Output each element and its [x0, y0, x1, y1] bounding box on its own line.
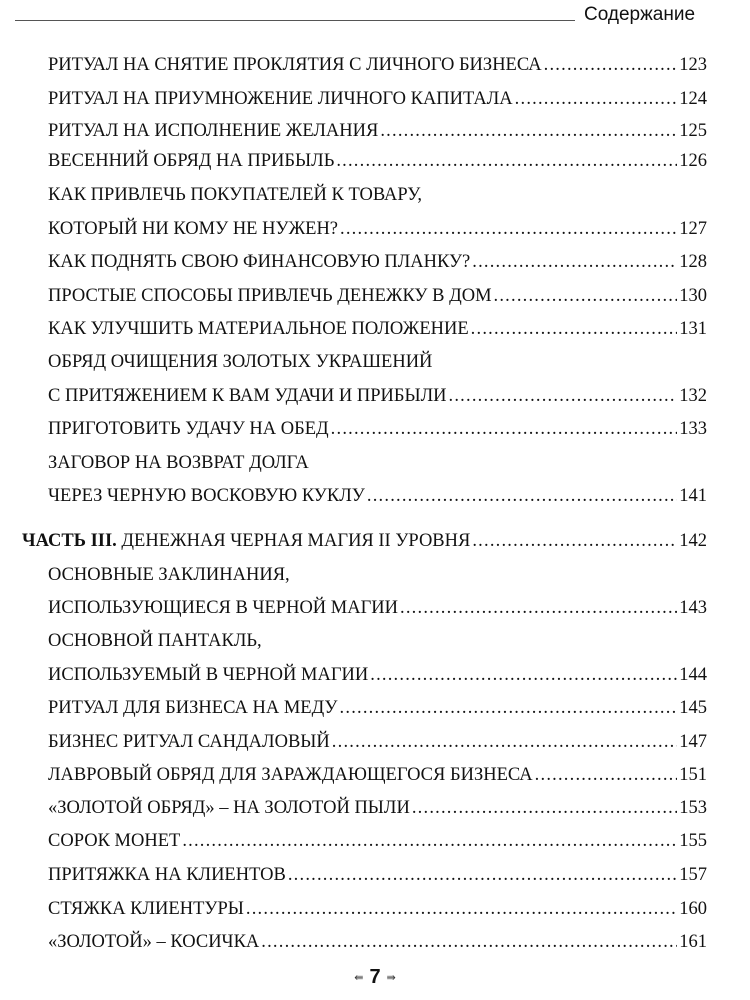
running-header-title: Содержание — [584, 4, 696, 25]
toc-entry-title: ИСПОЛЬЗУЕМЫЙ В ЧЕРНОЙ МАГИИ — [48, 665, 369, 685]
toc-entry-title: ПРИГОТОВИТЬ УДАЧУ НА ОБЕД — [48, 419, 329, 439]
toc-page-number: 143 — [679, 598, 707, 618]
toc-entry-title: «ЗОЛОТОЙ» – КОСИЧКА — [48, 932, 260, 952]
toc-page-number: 133 — [679, 419, 707, 439]
toc-entry-title: БИЗНЕС РИТУАЛ САНДАЛОВЫЙ — [48, 732, 330, 752]
toc-page-number: 147 — [679, 732, 707, 752]
toc-part-heading — [22, 526, 707, 556]
toc-entry-title: РИТУАЛ НА ПРИУМНОЖЕНИЕ ЛИЧНОГО КАПИТАЛА — [48, 89, 513, 109]
page-number: 7 — [369, 966, 381, 988]
toc-entry — [48, 660, 707, 690]
toc-entry-title: СОРОК МОНЕТ — [48, 831, 181, 851]
dot-leader — [336, 146, 677, 176]
dot-leader — [515, 84, 678, 114]
toc-page-number: 161 — [679, 932, 707, 952]
dot-leader — [370, 660, 677, 690]
dot-leader — [246, 894, 677, 924]
toc-entry-title: СТЯЖКА КЛИЕНТУРЫ — [48, 899, 244, 919]
toc-page-number: 123 — [679, 55, 707, 75]
toc-entry-title: ВЕСЕННИЙ ОБРЯД НА ПРИБЫЛЬ — [48, 151, 335, 171]
toc-entry — [48, 448, 707, 478]
toc-entry — [48, 247, 707, 277]
toc-entry — [48, 894, 707, 924]
dot-leader — [472, 247, 677, 277]
ornament-left-icon: ⇚ — [354, 972, 364, 985]
toc-page-number: 125 — [679, 121, 707, 141]
toc-page-number: 131 — [679, 319, 707, 339]
toc-page-number: 160 — [679, 899, 707, 919]
toc-entry — [48, 314, 707, 344]
dot-leader — [340, 214, 677, 244]
dot-leader — [535, 760, 678, 790]
toc-entry-title: ПРИТЯЖКА НА КЛИЕНТОВ — [48, 865, 286, 885]
dot-leader — [380, 116, 677, 146]
toc-entry — [48, 826, 707, 856]
dot-leader — [367, 481, 677, 511]
toc-entry-title: КАК ПРИВЛЕЧЬ ПОКУПАТЕЛЕЙ К ТОВАРУ, — [48, 185, 422, 205]
toc-entry — [48, 760, 707, 790]
part-label: ЧАСТЬ III. — [22, 531, 117, 551]
toc-entry — [48, 693, 707, 723]
toc-entry-title: ПРОСТЫЕ СПОСОБЫ ПРИВЛЕЧЬ ДЕНЕЖКУ В ДОМ — [48, 286, 492, 306]
toc-page-number: 144 — [679, 665, 707, 685]
toc-entry — [48, 146, 707, 176]
toc-entry-title: ЗАГОВОР НА ВОЗВРАТ ДОЛГА — [48, 453, 309, 473]
toc-page-number: 124 — [679, 89, 707, 109]
toc-entry — [48, 414, 707, 444]
toc-entry-title: ЧЕРЕЗ ЧЕРНУЮ ВОСКОВУЮ КУКЛУ — [48, 486, 365, 506]
dot-leader — [472, 526, 677, 556]
toc-page-number: 127 — [679, 219, 707, 239]
toc-entry-title: РИТУАЛ ДЛЯ БИЗНЕСА НА МЕДУ — [48, 698, 338, 718]
toc-entry — [48, 481, 707, 511]
toc-entry — [48, 381, 707, 411]
dot-leader — [544, 50, 678, 80]
part-title: ДЕНЕЖНАЯ ЧЕРНАЯ МАГИЯ II УРОВНЯ — [116, 531, 471, 551]
page-footer — [0, 966, 750, 989]
dot-leader — [494, 281, 678, 311]
dot-leader — [331, 414, 678, 444]
toc-page-number: 141 — [679, 486, 707, 506]
toc-entry — [48, 50, 707, 80]
toc-entry-title: РИТУАЛ НА СНЯТИЕ ПРОКЛЯТИЯ С ЛИЧНОГО БИЗНЕСА — [48, 55, 542, 75]
toc-entry-title: РИТУАЛ НА ИСПОЛНЕНИЕ ЖЕЛАНИЯ — [48, 121, 379, 141]
toc-entry-title: ОСНОВНОЙ ПАНТАКЛЬ, — [48, 631, 262, 651]
toc-page-number: 126 — [679, 151, 707, 171]
toc-page-number: 132 — [679, 386, 707, 406]
toc-entry-title: КАК ПОДНЯТЬ СВОЮ ФИНАНСОВУЮ ПЛАНКУ? — [48, 252, 471, 272]
toc-entry-title: ОСНОВНЫЕ ЗАКЛИНАНИЯ, — [48, 565, 290, 585]
toc-entry-title: «ЗОЛОТОЙ ОБРЯД» – НА ЗОЛОТОЙ ПЫЛИ — [48, 798, 410, 818]
toc-page-number: 151 — [679, 765, 707, 785]
dot-leader — [288, 860, 677, 890]
toc-entry — [48, 116, 707, 146]
toc-page-number: 128 — [679, 252, 707, 272]
toc-entry — [48, 626, 707, 656]
toc-entry — [48, 84, 707, 114]
toc-page-number: 145 — [679, 698, 707, 718]
toc-entry-title: ОБРЯД ОЧИЩЕНИЯ ЗОЛОТЫХ УКРАШЕНИЙ — [48, 352, 433, 372]
toc-entry — [48, 281, 707, 311]
dot-leader — [182, 826, 677, 856]
toc-entry-title: ЛАВРОВЫЙ ОБРЯД ДЛЯ ЗАРАЖДАЮЩЕГОСЯ БИЗНЕСА — [48, 765, 533, 785]
toc-entry — [48, 180, 707, 210]
toc-entry-title — [22, 526, 470, 556]
toc-entry-title: КАК УЛУЧШИТЬ МАТЕРИАЛЬНОЕ ПОЛОЖЕНИЕ — [48, 319, 469, 339]
toc-entry — [48, 727, 707, 757]
toc-page-number: 155 — [679, 831, 707, 851]
toc-entry-title: ИСПОЛЬЗУЮЩИЕСЯ В ЧЕРНОЙ МАГИИ — [48, 598, 399, 618]
header-rule — [15, 20, 575, 21]
toc-entry-title: С ПРИТЯЖЕНИЕМ К ВАМ УДАЧИ И ПРИБЫЛИ — [48, 386, 447, 406]
toc-page-number: 142 — [679, 531, 707, 551]
dot-leader — [340, 693, 678, 723]
toc-entry — [48, 927, 707, 957]
toc-page-number: 157 — [679, 865, 707, 885]
dot-leader — [412, 793, 677, 823]
ornament-right-icon: ⇛ — [386, 972, 396, 985]
toc-entry — [48, 793, 707, 823]
toc-page-number: 153 — [679, 798, 707, 818]
toc-entry-title: КОТОРЫЙ НИ КОМУ НЕ НУЖЕН? — [48, 219, 339, 239]
toc-entry — [48, 593, 707, 623]
dot-leader — [449, 381, 678, 411]
dot-leader — [471, 314, 678, 344]
dot-leader — [400, 593, 677, 623]
toc-page-number: 130 — [679, 286, 707, 306]
toc-entry — [48, 347, 707, 377]
dot-leader — [261, 927, 677, 957]
toc-entry — [48, 860, 707, 890]
toc-entry — [48, 214, 707, 244]
toc-entry — [48, 560, 707, 590]
dot-leader — [332, 727, 677, 757]
